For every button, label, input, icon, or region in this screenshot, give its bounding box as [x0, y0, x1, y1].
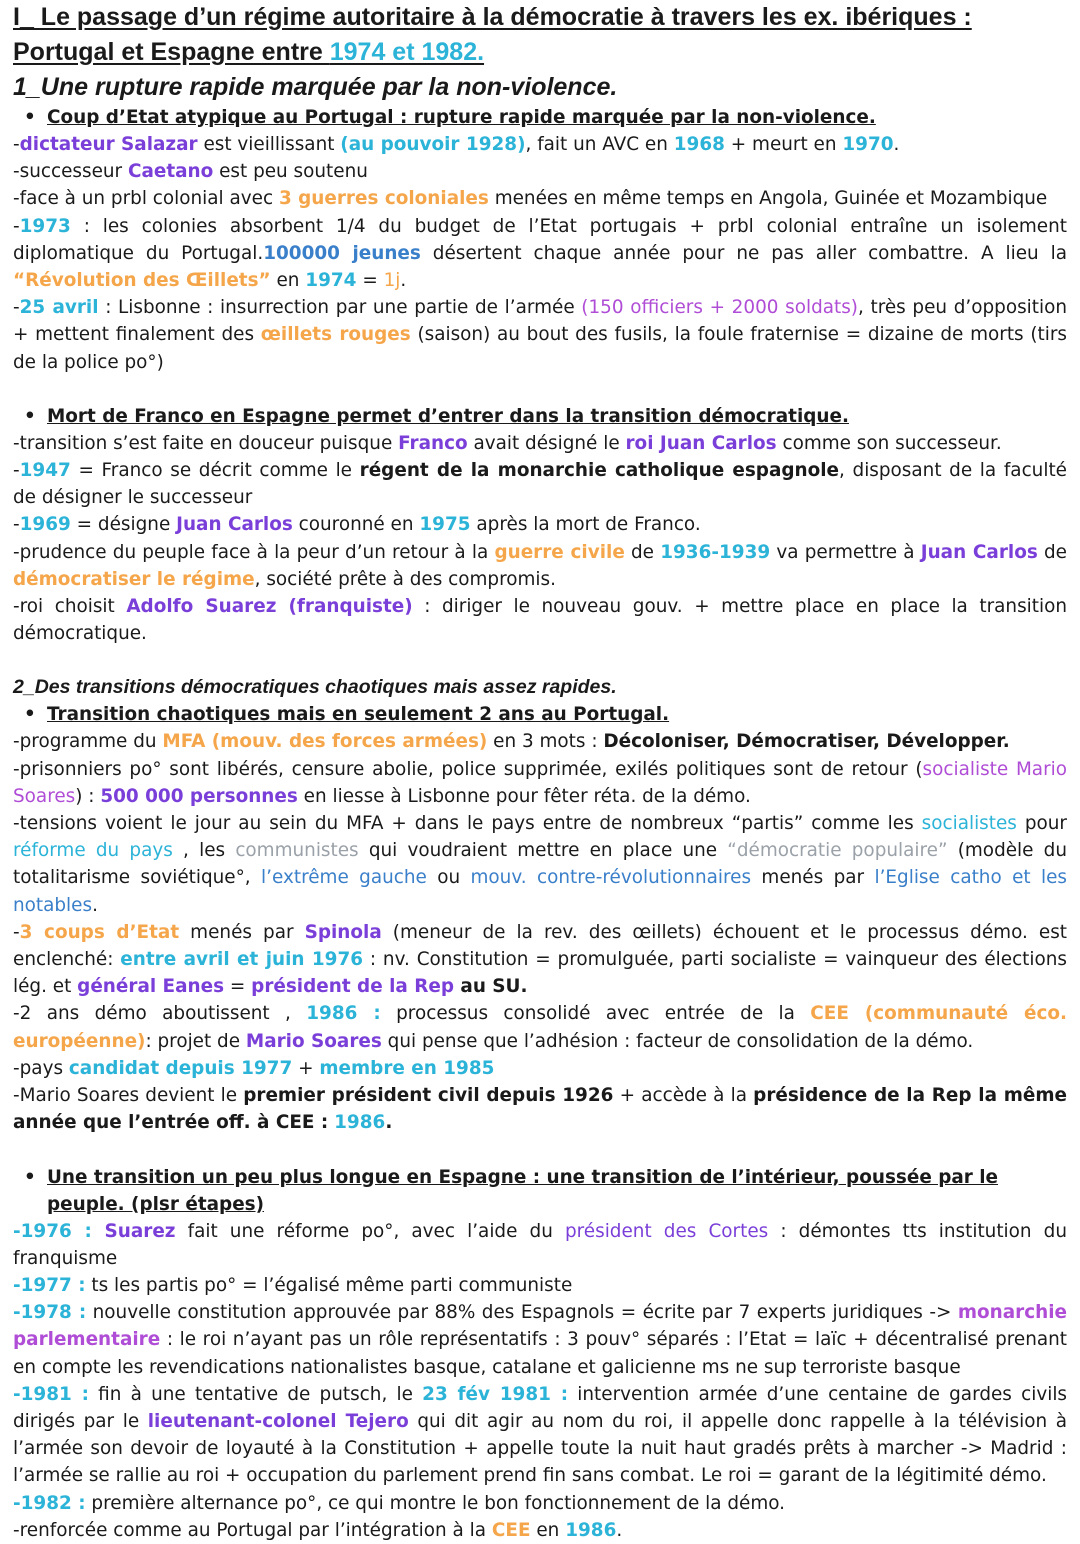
- paragraph: -25 avril : Lisbonne : insurrection par une partie de l’armée (150 officiers + 2000 soldats), très peu d’opposition + mettent finalement des œillets rouges (saison) au bout des fusils, la foule fraternise = dizaine de morts (tirs de la police po°): [13, 297, 1067, 373]
- bullet-heading-portugal-coup: • Coup d’Etat atypique au Portugal : rupture rapide marquée par la non-violence.: [13, 104, 1067, 131]
- paragraph: -prisonniers po° sont libérés, censure abolie, police supprimée, exilés politiques sont de retour (socialiste Mario Soares) : 500 000 personnes en liesse à Lisbonne pour fêter réta. de la démo.: [13, 758, 1067, 807]
- paragraph: -1981 : fin à une tentative de putsch, le 23 fév 1981 : intervention armée d’une centaine de gardes civils dirigés par le lieutenant-colonel Tejero qui dit agir au nom du roi, il appelle donc rappelle à la télévision à l’armée son devoir de loyauté à la Constitution + appelle toute la nuit haut gradés prêts à marcher -> Madrid : l’armée se rallie au roi + occupation du parlement prend fin sans combat. Le roi = garant de la légitimité démo.: [13, 1383, 1068, 1487]
- section-1-heading: 1_Une rupture rapide marquée par la non-violence.: [13, 73, 618, 101]
- bullet-heading-spain-transition: • Une transition un peu plus longue en Espagne : une transition de l’intérieur, poussée par le peuple. (plsr étapes): [13, 1164, 1067, 1218]
- bullet-heading-portugal-transition: • Transition chaotiques mais en seulement 2 ans au Portugal.: [13, 701, 1067, 728]
- page-title-line-1: I_ Le passage d’un régime autoritaire à la démocratie à travers les ex. ibériques :: [13, 3, 972, 31]
- bullet-heading-spain-franco: • Mort de Franco en Espagne permet d’entrer dans la transition démocratique.: [13, 403, 1067, 430]
- paragraph: -dictateur Salazar est vieillissant (au pouvoir 1928), fait un AVC en 1968 + meurt en 1970.: [13, 134, 900, 155]
- paragraph: -Mario Soares devient le premier président civil depuis 1926 + accède à la présidence de la Rep la même année que l’entrée off. à CEE : 1986.: [13, 1085, 1067, 1134]
- page-title-line-2: Portugal et Espagne entre 1974 et 1982.: [13, 38, 485, 66]
- paragraph: -1976 : Suarez fait une réforme po°, avec l’aide du président des Cortes : démontes tts institution du franquisme: [13, 1220, 1067, 1269]
- paragraph: -2 ans démo aboutissent , 1986 : processus consolidé avec entrée de la CEE (communauté éco. européenne): projet de Mario Soares qui pense que l’adhésion : facteur de consolidation de la démo.: [13, 1003, 1067, 1052]
- section-2-heading: 2_Des transitions démocratiques chaotiques mais assez rapides.: [13, 676, 617, 699]
- paragraph: -pays candidat depuis 1977 + membre en 1985: [13, 1057, 495, 1079]
- paragraph: -1973 : les colonies absorbent 1/4 du budget de l’Etat portugais + prbl colonial entraîne un isolement diplomatique du Portugal.100000 jeunes désertent chaque année pour ne pas aller combattre. A lieu la “Révolution des Œillets” en 1974 = 1j.: [13, 215, 1067, 292]
- paragraph: -face à un prbl colonial avec 3 guerres coloniales menées en même temps en Angola, Guinée et Mozambique: [13, 188, 1048, 210]
- paragraph: -transition s’est faite en douceur puisque Franco avait désigné le roi Juan Carlos comme son successeur.: [13, 432, 1002, 454]
- paragraph: -renforcée comme au Portugal par l’intégration à la CEE en 1986.: [13, 1519, 623, 1541]
- paragraph: -successeur Caetano est peu soutenu: [13, 161, 368, 183]
- paragraph: -programme du MFA (mouv. des forces armées) en 3 mots : Décoloniser, Démocratiser, Développer.: [13, 731, 1010, 753]
- paragraph: -prudence du peuple face à la peur d’un retour à la guerre civile de 1936-1939 va permettre à Juan Carlos de démocratiser le régime, société prête à des compromis.: [13, 541, 1067, 590]
- paragraph: -3 coups d’Etat menés par Spinola (meneur de la rev. des œillets) échouent et le processus démo. est enclenché: entre avril et juin 1976 : nv. Constitution = promulguée, parti socialiste = vainqueur des élections lég. et général Eanes = président de la Rep au SU.: [13, 921, 1068, 998]
- paragraph: -1969 = désigne Juan Carlos couronné en 1975 après la mort de Franco.: [13, 514, 701, 536]
- paragraph: -1982 : première alternance po°, ce qui montre le bon fonctionnement de la démo.: [13, 1492, 786, 1514]
- paragraph: -tensions voient le jour au sein du MFA + dans le pays entre de nombreux “partis” comme les socialistes pour réforme du pays , les communistes qui voudraient mettre en place une “démocratie populaire” (modèle du totalitarisme soviétique°, l’extrême gauche ou mouv. contre-révolutionnaires menés par l’Eglise catho et les notables.: [13, 813, 1068, 916]
- paragraph: -roi choisit Adolfo Suarez (franquiste) : diriger le nouveau gouv. + mettre place en place la transition démocratique.: [13, 596, 1067, 645]
- paragraph: -1977 : ts les partis po° = l’égalisé même parti communiste: [13, 1274, 573, 1296]
- paragraph: -1947 = Franco se décrit comme le régent de la monarchie catholique espagnole, disposant de la faculté de désigner le successeur: [13, 460, 1067, 509]
- paragraph: -1978 : nouvelle constitution approuvée par 88% des Espagnols = écrite par 7 experts juridiques -> monarchie parlementaire : le roi n’ayant pas un rôle représentatifs : 3 pouv° séparés : l’Etat = laïc + décentralisé prenant en compte les revendications nationalistes basque, catalane et galicienne ms ne sup terroriste basque: [13, 1302, 1067, 1378]
